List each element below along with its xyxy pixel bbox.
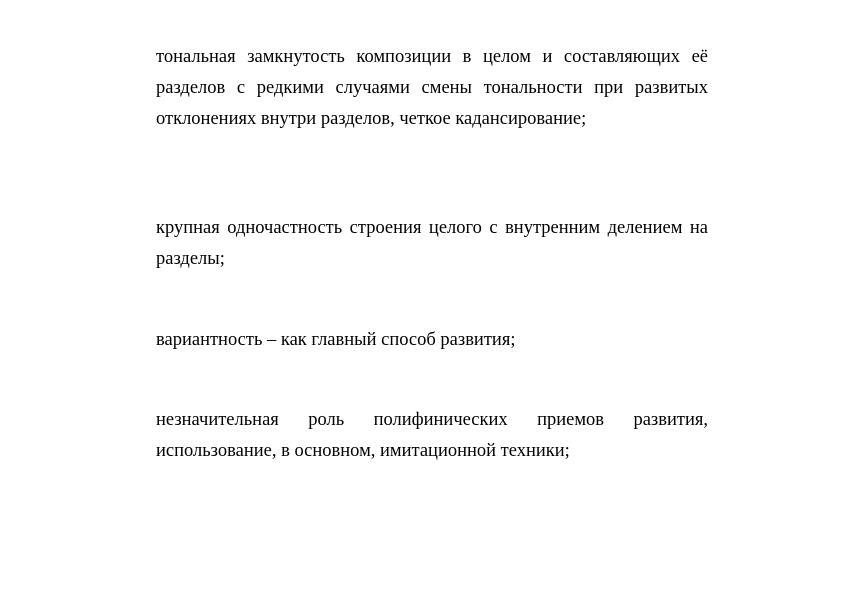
paragraph-single-part-structure: крупная одночастность строения целого с внутренним делением на разделы; [156,218,708,269]
paragraph-tonal-closure: тональная замкнутость композиции в целом и составляющих её разделов с редкими случаями смены тональности при развитых отклонениях внутри разделов, четкое кадансирование; [156,47,708,129]
paragraph-variation: вариантность – как главный способ развития; [156,330,516,350]
paragraph-polyphonic-techniques: незначительная роль полифинических приемов развития, использование, в основном, имитационной техники; [156,410,708,461]
